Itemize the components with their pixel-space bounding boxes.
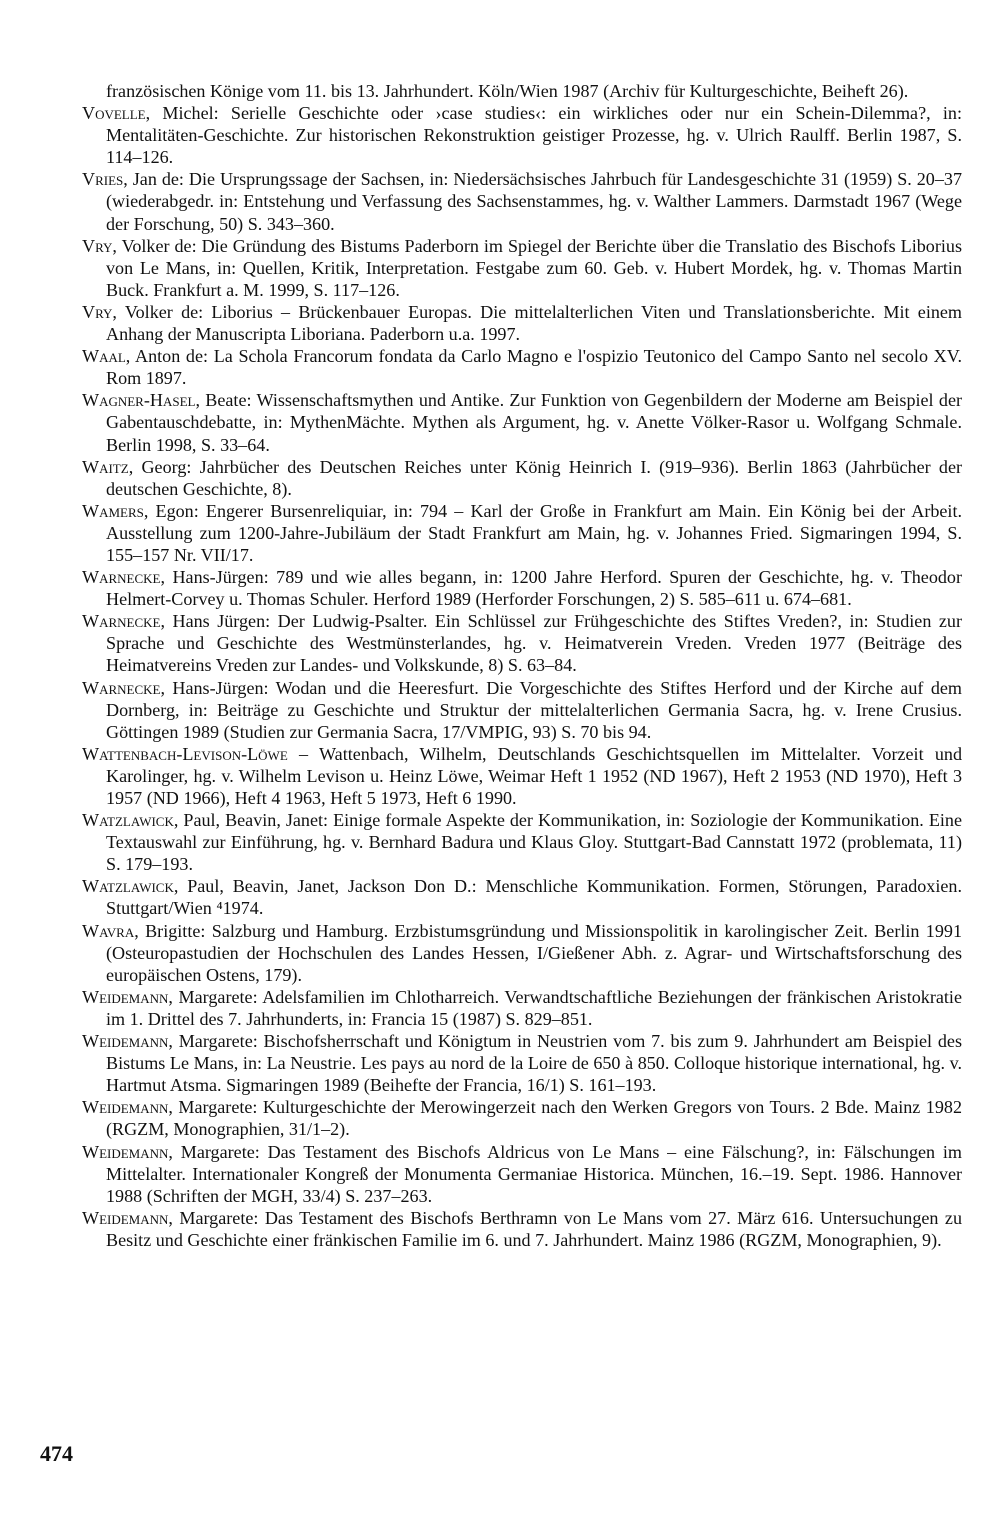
entry-text: , Hans Jürgen: Der Ludwig-Psalter. Ein Schlüssel zur Frühgeschichte des Stiftes Vreden?, in: Studien zur Sprache und Geschichte des Westmünsterlandes, hg. v. Heimatverein Vreden. Vreden 1977 (Beiträge des Heimatvereins Vreden zur Landes- und Volkskunde, 8) S. 63–84. [106,611,962,676]
entry-author: Wamers [82,500,144,521]
entry-author: Vry [82,235,113,256]
bibliography-entry [82,1207,962,1251]
bibliography-entry [82,80,962,102]
entry-author: Vovelle [82,103,146,124]
entry-author: Weidemann [82,986,169,1007]
entry-author: Warnecke [82,677,161,698]
entry-author: Watzlawick [82,810,174,831]
entry-author: Wattenbach-Levison-Löwe [82,743,288,764]
bibliography-entry [82,500,962,566]
entry-text: , Volker de: Liborius – Brückenbauer Europas. Die mittelalterlichen Viten und Translationsberichte. Mit einem Anhang der Manuscripta Liboriana. Paderborn u.a. 1997. [106,301,962,345]
entry-author: Wagner-Hasel [82,390,196,411]
entry-text: , Margarete: Das Testament des Bischofs Aldricus von Le Mans – eine Fälschung?, in: Fälschungen im Mittelalter. Internationaler Kongreß der Monumenta Germaniae Historica. München, 16.–19. Sept. 1986. Hannover 1988 (Schriften der MGH, 33/4) S. 237–263. [106,1141,962,1206]
bibliography-entry [82,1030,962,1096]
entry-text: – Wattenbach, Wilhelm, Deutschlands Geschichtsquellen im Mittelalter. Vorzeit und Karolinger, hg. v. Wilhelm Levison u. Heinz Löwe, Weimar Heft 1 1952 (ND 1967), Heft 2 1953 (ND 1970), Heft 3 1957 (ND 1966), Heft 4 1963, Heft 5 1973, Heft 6 1990. [106,743,962,808]
bibliography-entry [82,389,962,455]
entry-author: Wavra [82,920,135,941]
entry-text: französischen Könige vom 11. bis 13. Jahrhundert. Köln/Wien 1987 (Archiv für Kulturgeschichte, Beiheft 26). [106,81,909,101]
entry-author: Vries [82,169,124,190]
bibliography-entry [82,456,962,500]
bibliography-entry [82,610,962,676]
bibliography-entry [82,168,962,234]
entry-author: Waitz [82,456,129,477]
entry-text: , Margarete: Bischofsherrschaft und Königtum in Neustrien vom 7. bis zum 9. Jahrhundert am Beispiel des Bistums Le Mans, in: La Neustrie. Les pays au nord de la Loire de 650 à 850. Colloque historique international, hg. v. Hartmut Atsma. Sigmaringen 1989 (Beihefte der Francia, 16/1) S. 161–193. [106,1031,962,1096]
entry-text: , Jan de: Die Ursprungssage der Sachsen, in: Niedersächsisches Jahrbuch für Landesgeschichte 31 (1959) S. 20–37 (wiederabgedr. in: Entstehung und Verfassung des Sachsenstammes, hg. v. Walther Lammers. Darmstadt 1967 (Wege der Forschung, 50) S. 343–360. [106,169,962,234]
entry-author: Weidemann [82,1207,169,1228]
entry-text: , Anton de: La Schola Francorum fondata da Carlo Magno e l'ospizio Teutonico del Campo Santo nel secolo XV. Rom 1897. [106,346,962,389]
entry-text: , Hans-Jürgen: Wodan und die Heeresfurt. Die Vorgeschichte des Stiftes Herford und der Kirche auf dem Dornberg, in: Beiträge zu Geschichte und Struktur der mittelalterlichen Germania Sacra, hg. v. Irene Crusius. Göttingen 1989 (Studien zur Germania Sacra, 17/VMPIG, 93) S. 70 bis 94. [106,677,962,742]
bibliography-entry [82,986,962,1030]
bibliography-entry [82,301,962,345]
entry-author: Weidemann [82,1141,169,1162]
bibliography-entry [82,875,962,919]
entry-text: , Margarete: Adelsfamilien im Chlotharreich. Verwandtschaftliche Beziehungen der fränkischen Aristokratie im 1. Drittel des 7. Jahrhunderts, in: Francia 15 (1987) S. 829–851. [106,986,962,1029]
entry-text: , Margarete: Das Testament des Bischofs Berthramn von Le Mans vom 27. März 616. Untersuchungen zu Besitz und Geschichte einer fränkischen Familie im 6. und 7. Jahrhundert. Mainz 1986 (RGZM, Monographien, 9). [106,1207,962,1250]
entry-text: , Margarete: Kulturgeschichte der Merowingerzeit nach den Werken Gregors von Tours. 2 Bde. Mainz 1982 (RGZM, Monographien, 31/1–2). [106,1097,962,1140]
bibliography-list [82,80,962,1251]
page-number: 474 [40,1441,73,1466]
bibliography-entry [82,102,962,168]
bibliography-entry [82,677,962,743]
bibliography-entry [82,235,962,301]
entry-text: , Paul, Beavin, Janet, Jackson Don D.: Menschliche Kommunikation. Formen, Störungen, Paradoxien. Stuttgart/Wien ⁴1974. [106,876,962,919]
bibliography-entry [82,809,962,875]
entry-author: Weidemann [82,1097,169,1118]
entry-text: , Georg: Jahrbücher des Deutschen Reiches unter König Heinrich I. (919–936). Berlin 1863 (Jahrbücher der deutschen Geschichte, 8). [106,456,962,499]
entry-text: , Egon: Engerer Bursenreliquiar, in: 794 – Karl der Große in Frankfurt am Main. Ein König bei der Arbeit. Ausstellung zum 1200-Jahre-Jubiläum der Stadt Frankfurt am Main, hg. v. Johannes Fried. Sigmaringen 1994, S. 155–157 Nr. VII/17. [106,500,962,565]
entry-author: Warnecke [82,567,161,588]
entry-author: Weidemann [82,1031,169,1052]
entry-author: Warnecke [82,611,161,632]
bibliography-entry [82,920,962,986]
bibliography-entry [82,743,962,809]
entry-author: Vry [82,301,113,322]
entry-author: Watzlawick [82,876,174,897]
entry-text: , Volker de: Die Gründung des Bistums Paderborn im Spiegel der Berichte über die Translatio des Bischofs Liborius von Le Mans, in: Quellen, Kritik, Interpretation. Festgabe zum 60. Geb. v. Hubert Mordek, hg. v. Thomas Martin Buck. Frankfurt a. M. 1999, S. 117–126. [106,235,962,300]
entry-author: Waal [82,346,126,367]
entry-text: , Beate: Wissenschaftsmythen und Antike. Zur Funktion von Gegenbildern der Moderne am Beispiel der Gabentauschdebatte, in: MythenMächte. Mythen als Argument, hg. v. Anette Völker-Rasor u. Wolfgang Schmale. Berlin 1998, S. 33–64. [106,390,962,455]
entry-text: , Michel: Serielle Geschichte oder ›case studies‹: ein wirkliches oder nur ein Schein-Dilemma?, in: Mentalitäten-Geschichte. Zur historischen Rekonstruktion geistiger Prozesse, hg. v. Ulrich Raulff. Berlin 1987, S. 114–126. [106,103,962,168]
entry-text: , Hans-Jürgen: 789 und wie alles begann, in: 1200 Jahre Herford. Spuren der Geschichte, hg. v. Theodor Helmert-Corvey u. Thomas Schuler. Herford 1989 (Herforder Forschungen, 2) S. 585–611 u. 674–681. [106,567,962,610]
entry-text: , Brigitte: Salzburg und Hamburg. Erzbistumsgründung und Missionspolitik in karolingischer Zeit. Berlin 1991 (Osteuropastudien der Hochschulen des Landes Hessen, I/Gießener Abh. z. Agrar- und Wirtschaftsforschung des europäischen Ostens, 179). [106,920,962,985]
entry-text: , Paul, Beavin, Janet: Einige formale Aspekte der Kommunikation, in: Soziologie der Kommunikation. Eine Textauswahl zur Einführung, hg. v. Bernhard Badura und Klaus Gloy. Stuttgart-Bad Cannstatt 1972 (problemata, 11) S. 179–193. [106,810,962,875]
bibliography-entry [82,1141,962,1207]
bibliography-entry [82,345,962,389]
bibliography-entry [82,1096,962,1140]
bibliography-entry [82,566,962,610]
